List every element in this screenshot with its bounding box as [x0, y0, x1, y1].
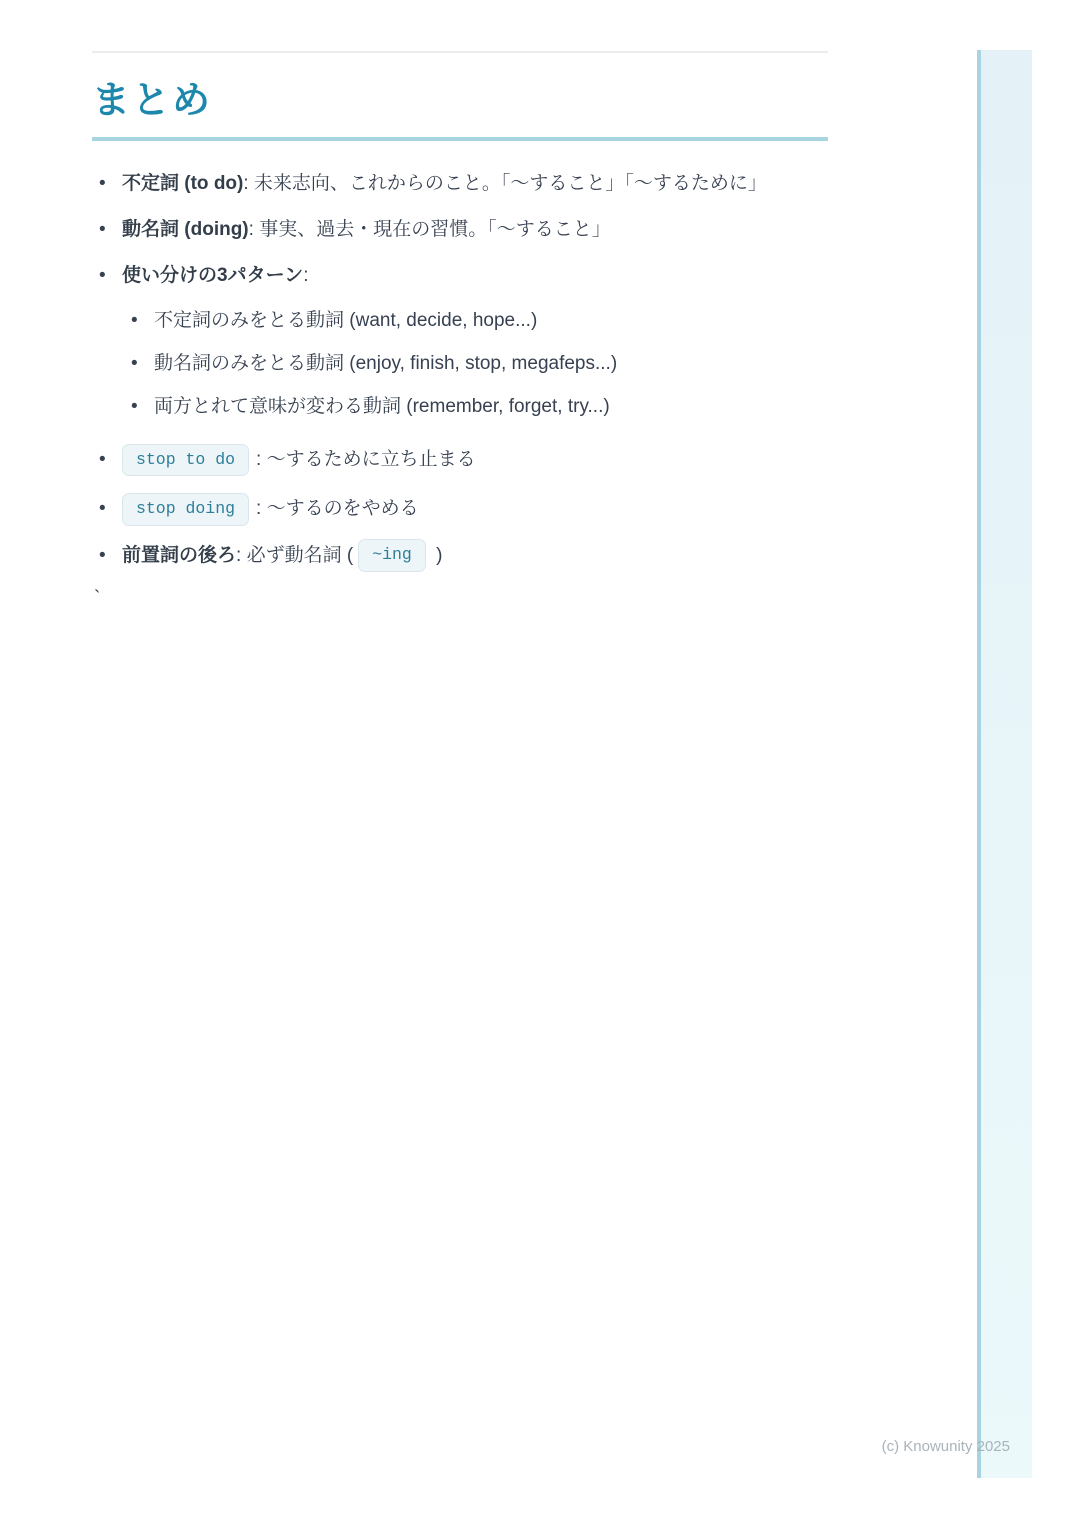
summary-list: [92, 167, 828, 572]
code-badge-stop-to-do: stop to do: [122, 444, 249, 477]
sublist-item: [122, 390, 828, 423]
list-item-stop-to-do: [92, 443, 828, 476]
item-text: 両方とれて意味が変わる動詞 (remember, forget, try...): [154, 395, 610, 417]
list-item-gerund: [92, 213, 828, 246]
item-text: : 事実、過去・現在の習慣。「〜すること」: [248, 218, 611, 240]
stray-backtick-character: `: [94, 588, 101, 610]
term-bold: 使い分けの3パターン: [122, 264, 304, 286]
term-bold: 前置詞の後ろ: [122, 544, 237, 566]
sublist-item: [122, 347, 828, 380]
right-accent-bar: [977, 50, 1032, 1478]
item-text: 不定詞のみをとる動詞 (want, decide, hope...): [154, 309, 538, 331]
code-badge-ing: ~ing: [358, 539, 426, 572]
code-badge-stop-doing: stop doing: [122, 493, 249, 526]
item-text: 動名詞のみをとる動詞 (enjoy, finish, stop, megafeps...): [154, 352, 618, 374]
list-item-infinitive: [92, 167, 828, 200]
list-item-preposition: [92, 539, 828, 572]
item-text: :: [303, 264, 309, 286]
item-text: ): [430, 544, 443, 566]
top-divider: [92, 51, 828, 53]
sublist-item: [122, 304, 828, 337]
item-text: : 必ず動名詞 (: [236, 544, 354, 566]
title-underline-divider: [92, 137, 828, 141]
copyright-footer: (c) Knowunity 2025: [881, 1438, 1010, 1455]
item-text: : 〜するのをやめる: [256, 498, 419, 520]
list-item-patterns: [92, 259, 828, 423]
patterns-sublist: [122, 304, 828, 423]
term-bold: 動名詞 (doing): [122, 218, 249, 240]
item-text: : 〜するために立ち止まる: [256, 448, 476, 470]
term-bold: 不定詞 (to do): [122, 172, 244, 194]
list-item-stop-doing: [92, 492, 828, 525]
item-text: : 未来志向、これからのこと。「〜すること」「〜するために」: [243, 172, 767, 194]
page-title: まとめ: [92, 80, 213, 122]
page-content: [92, 0, 828, 610]
